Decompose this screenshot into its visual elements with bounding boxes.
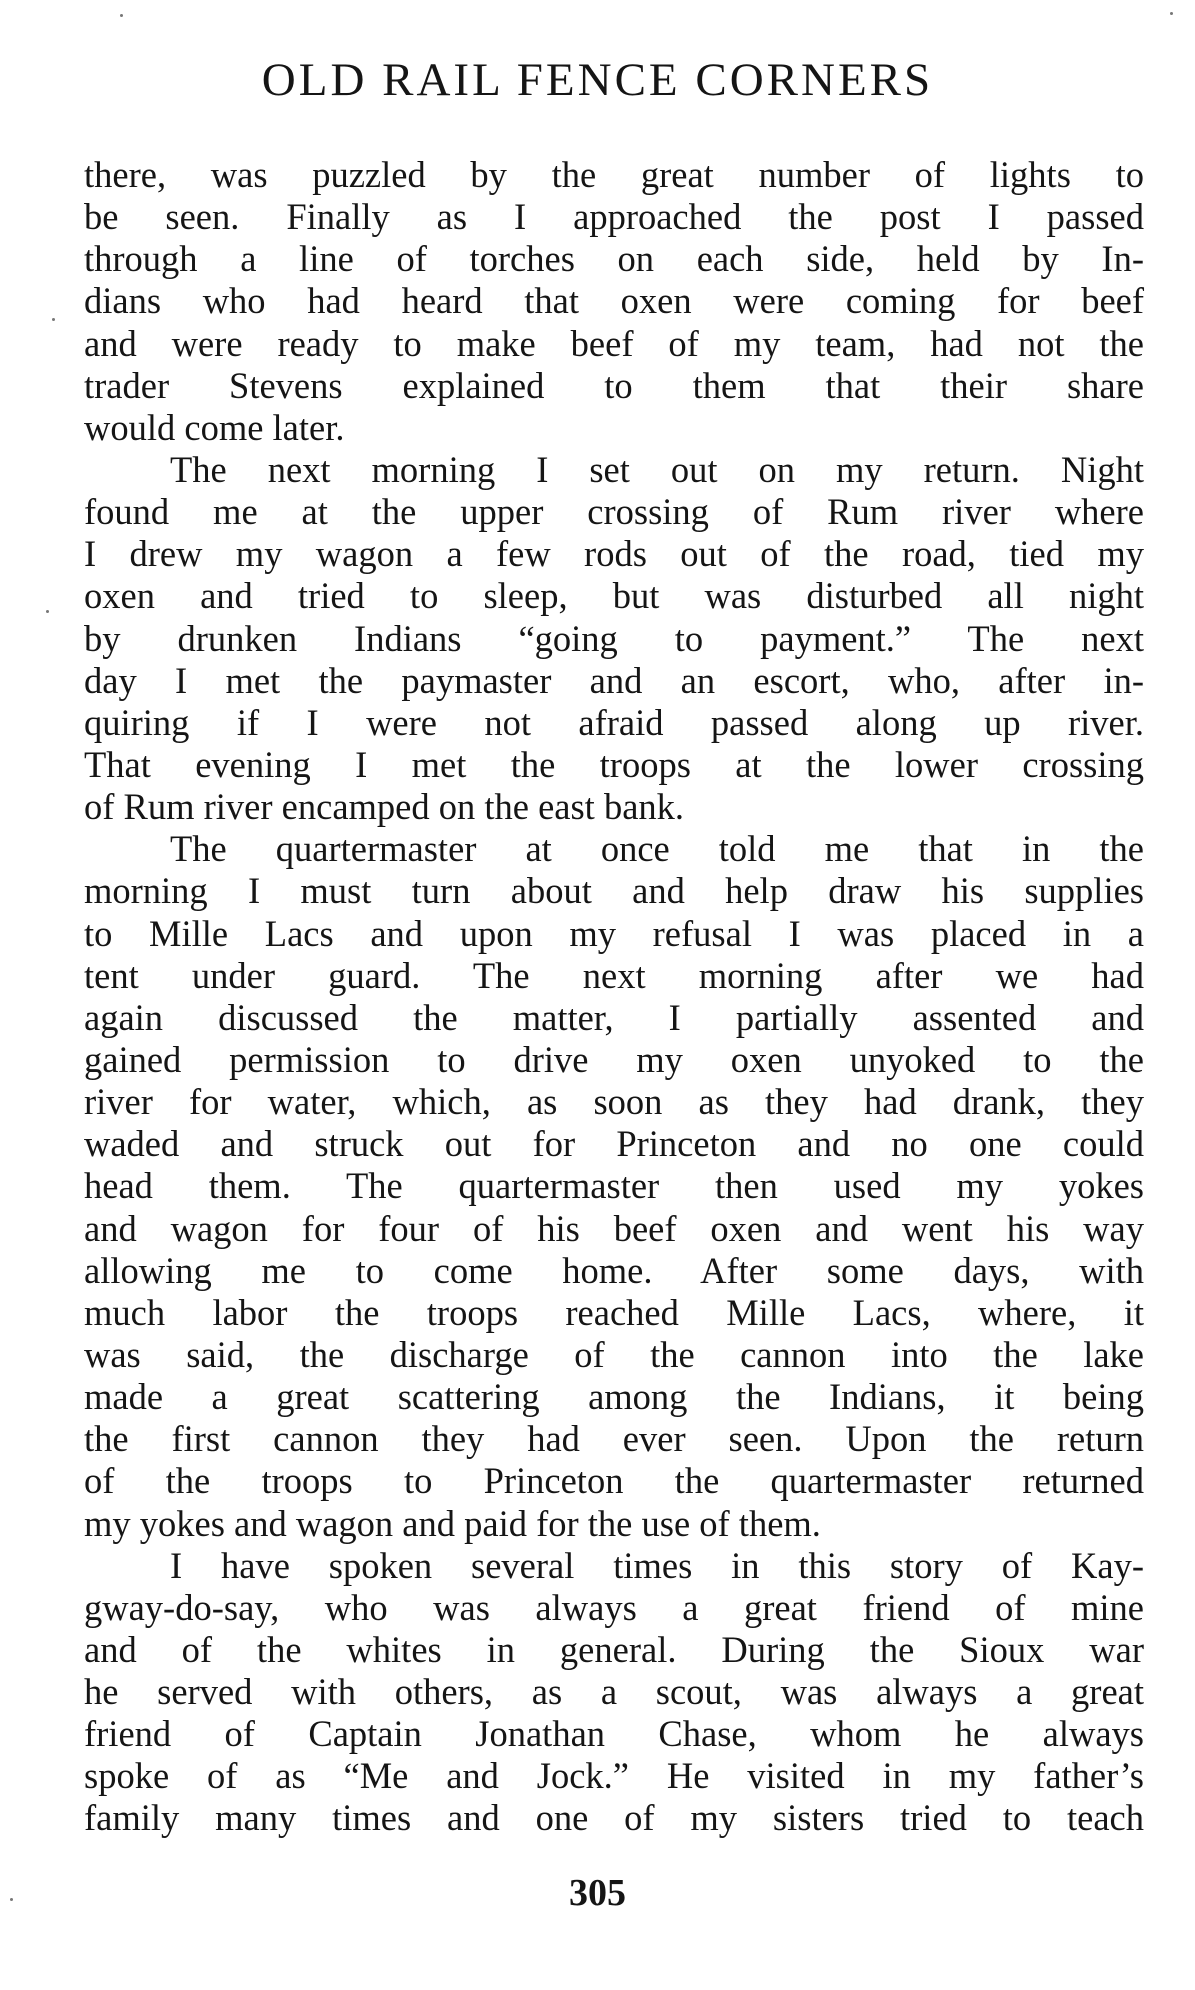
text-line: I drew my wagon a few rods out of the road, tied my [84,533,1144,575]
text-line: there, was puzzled by the great number of lights to [84,154,1144,195]
text-line: much labor the troops reached Mille Lacs, where, it [84,1291,1144,1333]
text-line: of the troops to Princeton the quartermaster returned [84,1460,1144,1502]
text-line: through a line of torches on each side, held by In- [84,238,1144,280]
paragraph-first-line: I have spoken several times in this story of Kay- [170,1544,1144,1586]
text-line: quiring if I were not afraid passed along up river. [84,701,1144,743]
text-line: gained permission to drive my oxen unyoked to the [84,1038,1144,1080]
text-line: family many times and one of my sisters tried to teach [84,1797,1144,1839]
text-line: day I met the paymaster and an escort, who, after in- [84,659,1144,701]
text-line: he served with others, as a scout, was always a great [84,1671,1144,1713]
text-line: by drunken Indians “going to payment.” The next [84,617,1144,659]
text-line: allowing me to come home. After some days, with [84,1249,1144,1291]
text-line: to Mille Lacs and upon my refusal I was placed in a [84,912,1144,954]
text-line: the first cannon they had ever seen. Upon the return [84,1418,1144,1460]
text-line: waded and struck out for Princeton and no one could [84,1123,1144,1165]
paragraph-first-line: The next morning I set out on my return. Night [170,448,1144,490]
scan-speck [10,1898,13,1901]
text-line: river for water, which, as soon as they had drank, they [84,1081,1144,1123]
text-line: morning I must turn about and help draw his supplies [84,870,1144,912]
text-line: made a great scattering among the Indians, it being [84,1376,1144,1418]
text-line: and were ready to make beef of my team, had not the [84,322,1144,364]
text-line: tent under guard. The next morning after we had [84,954,1144,996]
text-line: be seen. Finally as I approached the post I passed [84,196,1144,238]
text-line: found me at the upper crossing of Rum river where [84,491,1144,533]
text-line: spoke of as “Me and Jock.” He visited in my father’s [84,1755,1144,1797]
text-line: and wagon for four of his beef oxen and went his way [84,1207,1144,1249]
text-line: would come later. [84,406,345,448]
body-text [84,154,1144,1840]
text-line: That evening I met the troops at the lower crossing [84,743,1144,785]
text-line: gway-do-say, who was always a great friend of mine [84,1586,1144,1628]
text-line: again discussed the matter, I partially assented and [84,996,1144,1038]
text-line: and of the whites in general. During the Sioux war [84,1628,1144,1670]
text-line: head them. The quartermaster then used my yokes [84,1165,1144,1207]
scan-speck [1170,12,1173,15]
scan-speck [52,318,55,321]
text-line: trader Stevens explained to them that their share [84,364,1144,406]
text-line: dians who had heard that oxen were coming for beef [84,280,1144,322]
text-line: of Rum river encamped on the east bank. [84,786,685,828]
paragraph-first-line: The quartermaster at once told me that in the [170,828,1144,870]
text-line: friend of Captain Jonathan Chase, whom he always [84,1713,1144,1755]
page-number: 305 [569,1872,626,1914]
scan-speck [120,14,123,17]
running-head: OLD RAIL FENCE CORNERS [261,54,934,106]
text-line: my yokes and wagon and paid for the use of them. [84,1502,821,1544]
scan-speck [46,610,49,613]
text-line: was said, the discharge of the cannon into the lake [84,1333,1144,1375]
text-line: oxen and tried to sleep, but was disturbed all night [84,575,1144,617]
